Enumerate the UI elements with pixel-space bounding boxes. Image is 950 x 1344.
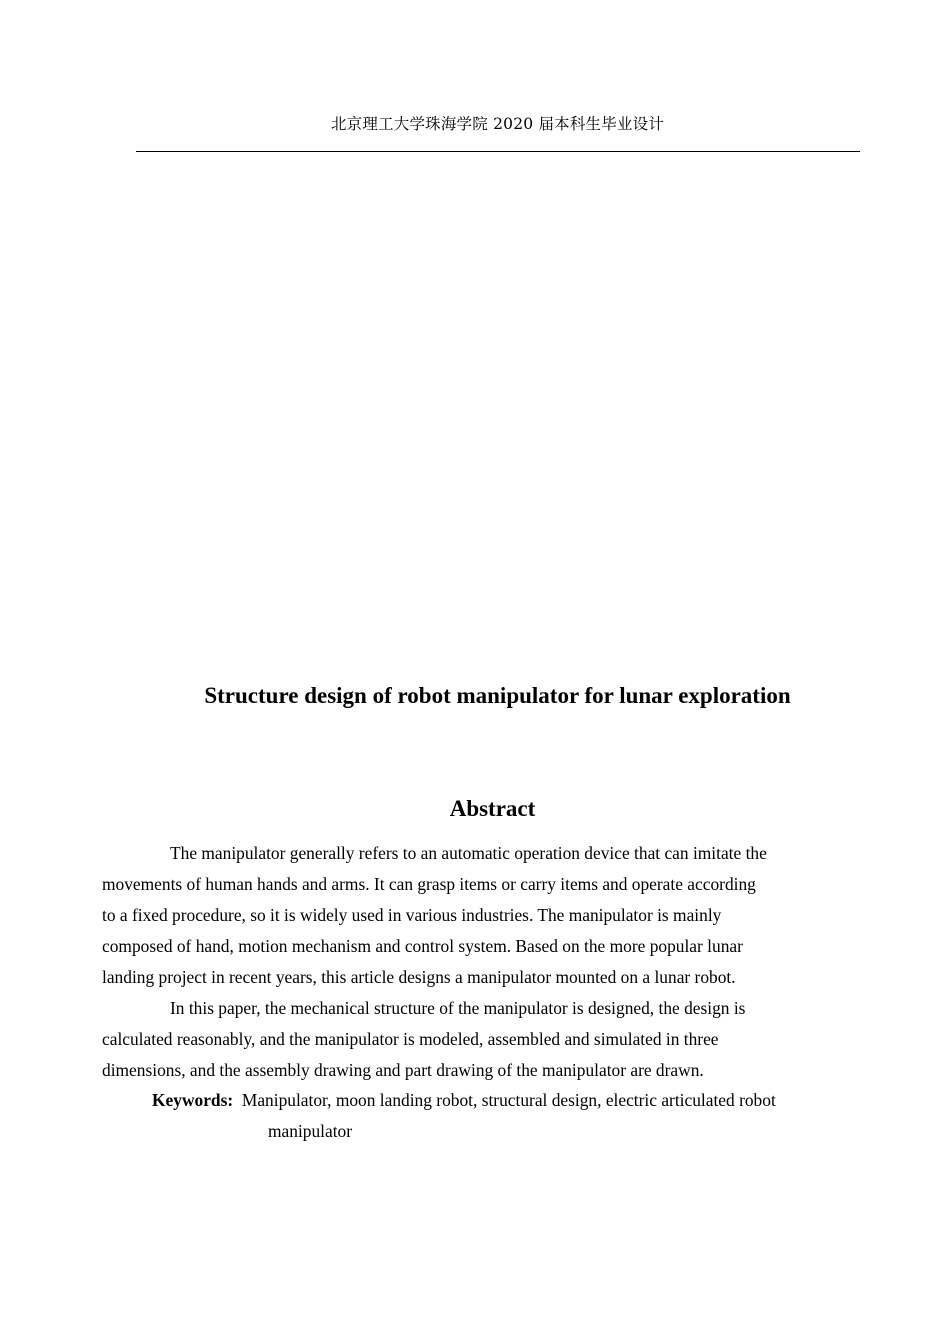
- abstract-line: to a fixed procedure, so it is widely used in various industries. The manipulator is mainly: [102, 905, 722, 925]
- keywords-text: Manipulator, moon landing robot, structural design, electric articulated robot: [241, 1090, 776, 1110]
- abstract-paragraph-2: [102, 993, 860, 1086]
- page-header: 北京理工大学珠海学院 2020 届本科生毕业设计: [330, 115, 665, 133]
- keywords: [152, 1085, 852, 1147]
- abstract-line: calculated reasonably, and the manipulator is modeled, assembled and simulated in three: [102, 1029, 719, 1049]
- abstract-line: dimensions, and the assembly drawing and part drawing of the manipulator are drawn.: [102, 1060, 704, 1080]
- abstract-line: movements of human hands and arms. It can grasp items or carry items and operate according: [102, 874, 756, 894]
- abstract-line: landing project in recent years, this article designs a manipulator mounted on a lunar robot.: [102, 967, 736, 987]
- abstract-line: In this paper, the mechanical structure of the manipulator is designed, the design is: [170, 998, 746, 1018]
- keywords-label: Keywords:: [152, 1090, 234, 1110]
- keywords-line-1: [152, 1085, 852, 1116]
- abstract-heading: Abstract: [449, 796, 536, 821]
- abstract-paragraph-1: [102, 838, 860, 993]
- paper-title: Structure design of robot manipulator for lunar exploration: [204, 683, 791, 708]
- abstract-body: [102, 838, 860, 1086]
- abstract-line: composed of hand, motion mechanism and control system. Based on the more popular lunar: [102, 936, 743, 956]
- header-divider: [136, 151, 860, 152]
- keywords-line-2: manipulator: [268, 1121, 353, 1141]
- abstract-line: The manipulator generally refers to an automatic operation device that can imitate the: [170, 843, 767, 863]
